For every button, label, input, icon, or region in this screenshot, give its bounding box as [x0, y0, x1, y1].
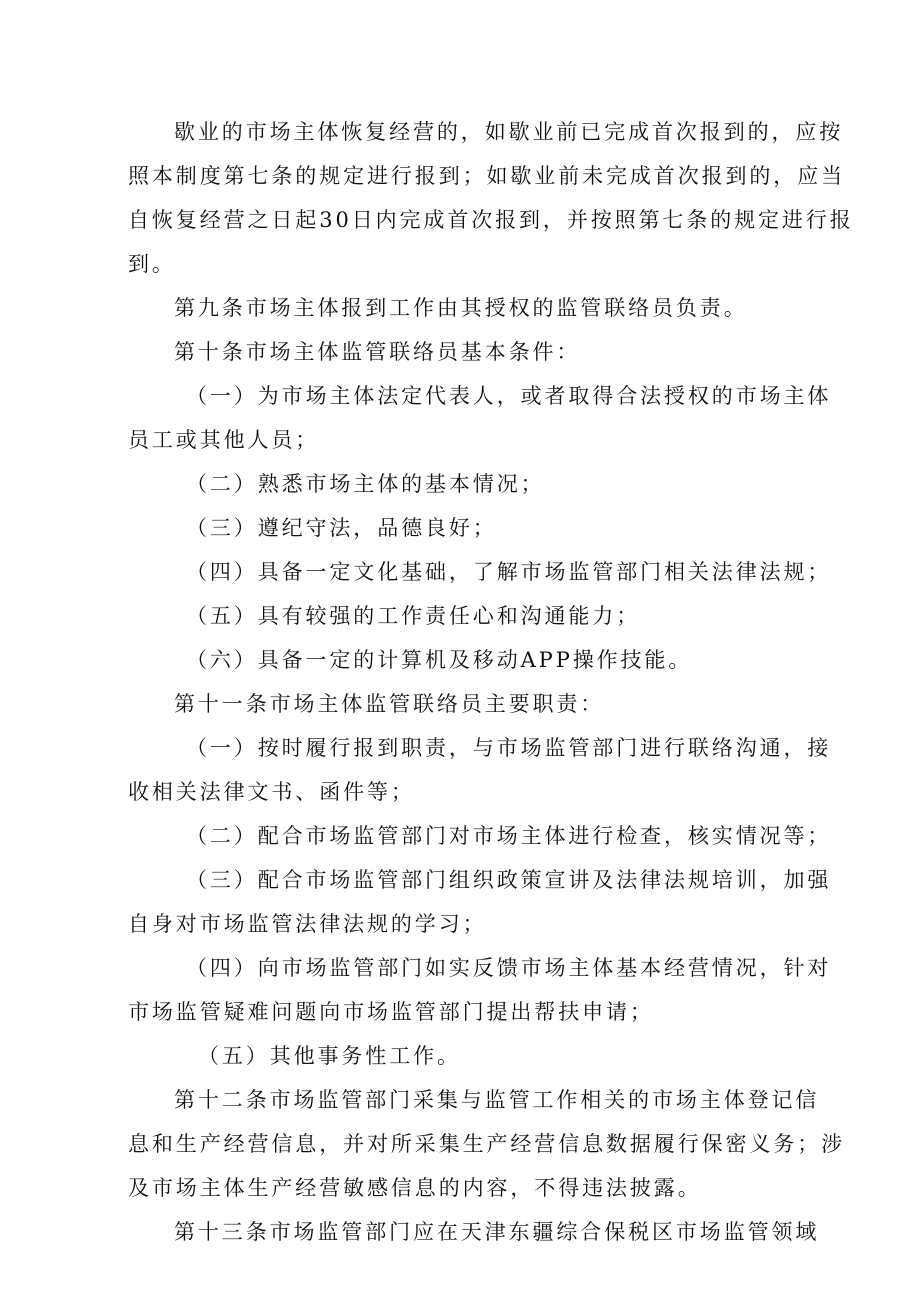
paragraph-1-line-1: 歇业的市场主体恢复经营的，如歇业前已完成首次报到的，应按 [174, 120, 844, 144]
article-11-heading: 第十一条市场主体监管联络员主要职责： [174, 692, 605, 716]
article-11-item-3-line-2: 自身对市场监管法律法规的学习； [128, 912, 487, 936]
article-10-item-5: （五）具有较强的工作责任心和沟通能力； [186, 604, 641, 628]
article-11-item-1-line-1: （一）按时履行报到职责，与市场监管部门进行联络沟通，接 [186, 736, 832, 760]
article-10-heading: 第十条市场主体监管联络员基本条件： [174, 340, 581, 364]
article-10-item-2: （二）熟悉市场主体的基本情况； [186, 472, 545, 496]
article-10-item-1-line-2: 员工或其他人员； [128, 428, 320, 452]
article-12-line-2: 息和生产经营信息，并对所采集生产经营信息数据履行保密义务；涉 [128, 1132, 845, 1156]
article-10-item-1-line-1: （一）为市场主体法定代表人，或者取得合法授权的市场主体 [186, 384, 832, 408]
article-11-item-5: （五）其他事务性工作。 [198, 1044, 461, 1068]
article-12-line-1: 第十二条市场监管部门采集与监管工作相关的市场主体登记信 [174, 1088, 820, 1112]
paragraph-1-line-4: 到。 [128, 252, 176, 276]
article-11-item-1-line-2: 收相关法律文书、函件等； [128, 780, 415, 804]
article-10-item-6: （六）具备一定的计算机及移动APP操作技能。 [186, 648, 693, 672]
paragraph-1-line-3: 自恢复经营之日起30日内完成首次报到，并按照第七条的规定进行报 [128, 208, 854, 232]
article-13-line-1: 第十三条市场监管部门应在天津东疆综合保税区市场监管领域 [174, 1220, 820, 1244]
article-12-line-3: 及市场主体生产经营敏感信息的内容，不得违法披露。 [128, 1176, 702, 1200]
article-10-item-4: （四）具备一定文化基础，了解市场监管部门相关法律法规； [186, 560, 832, 584]
article-11-item-4-line-2: 市场监管疑难问题向市场监管部门提出帮扶申请； [128, 1000, 654, 1024]
article-11-item-3-line-1: （三）配合市场监管部门组织政策宣讲及法律法规培训，加强 [186, 868, 832, 892]
paragraph-1-line-2: 照本制度第七条的规定进行报到；如歇业前未完成首次报到的，应当 [128, 164, 845, 188]
article-11-item-2: （二）配合市场监管部门对市场主体进行检查，核实情况等； [186, 824, 832, 848]
article-10-item-3: （三）遵纪守法，品德良好； [186, 516, 497, 540]
article-11-item-4-line-1: （四）向市场监管部门如实反馈市场主体基本经营情况，针对 [186, 956, 832, 980]
article-9: 第九条市场主体报到工作由其授权的监管联络员负责。 [174, 296, 748, 320]
